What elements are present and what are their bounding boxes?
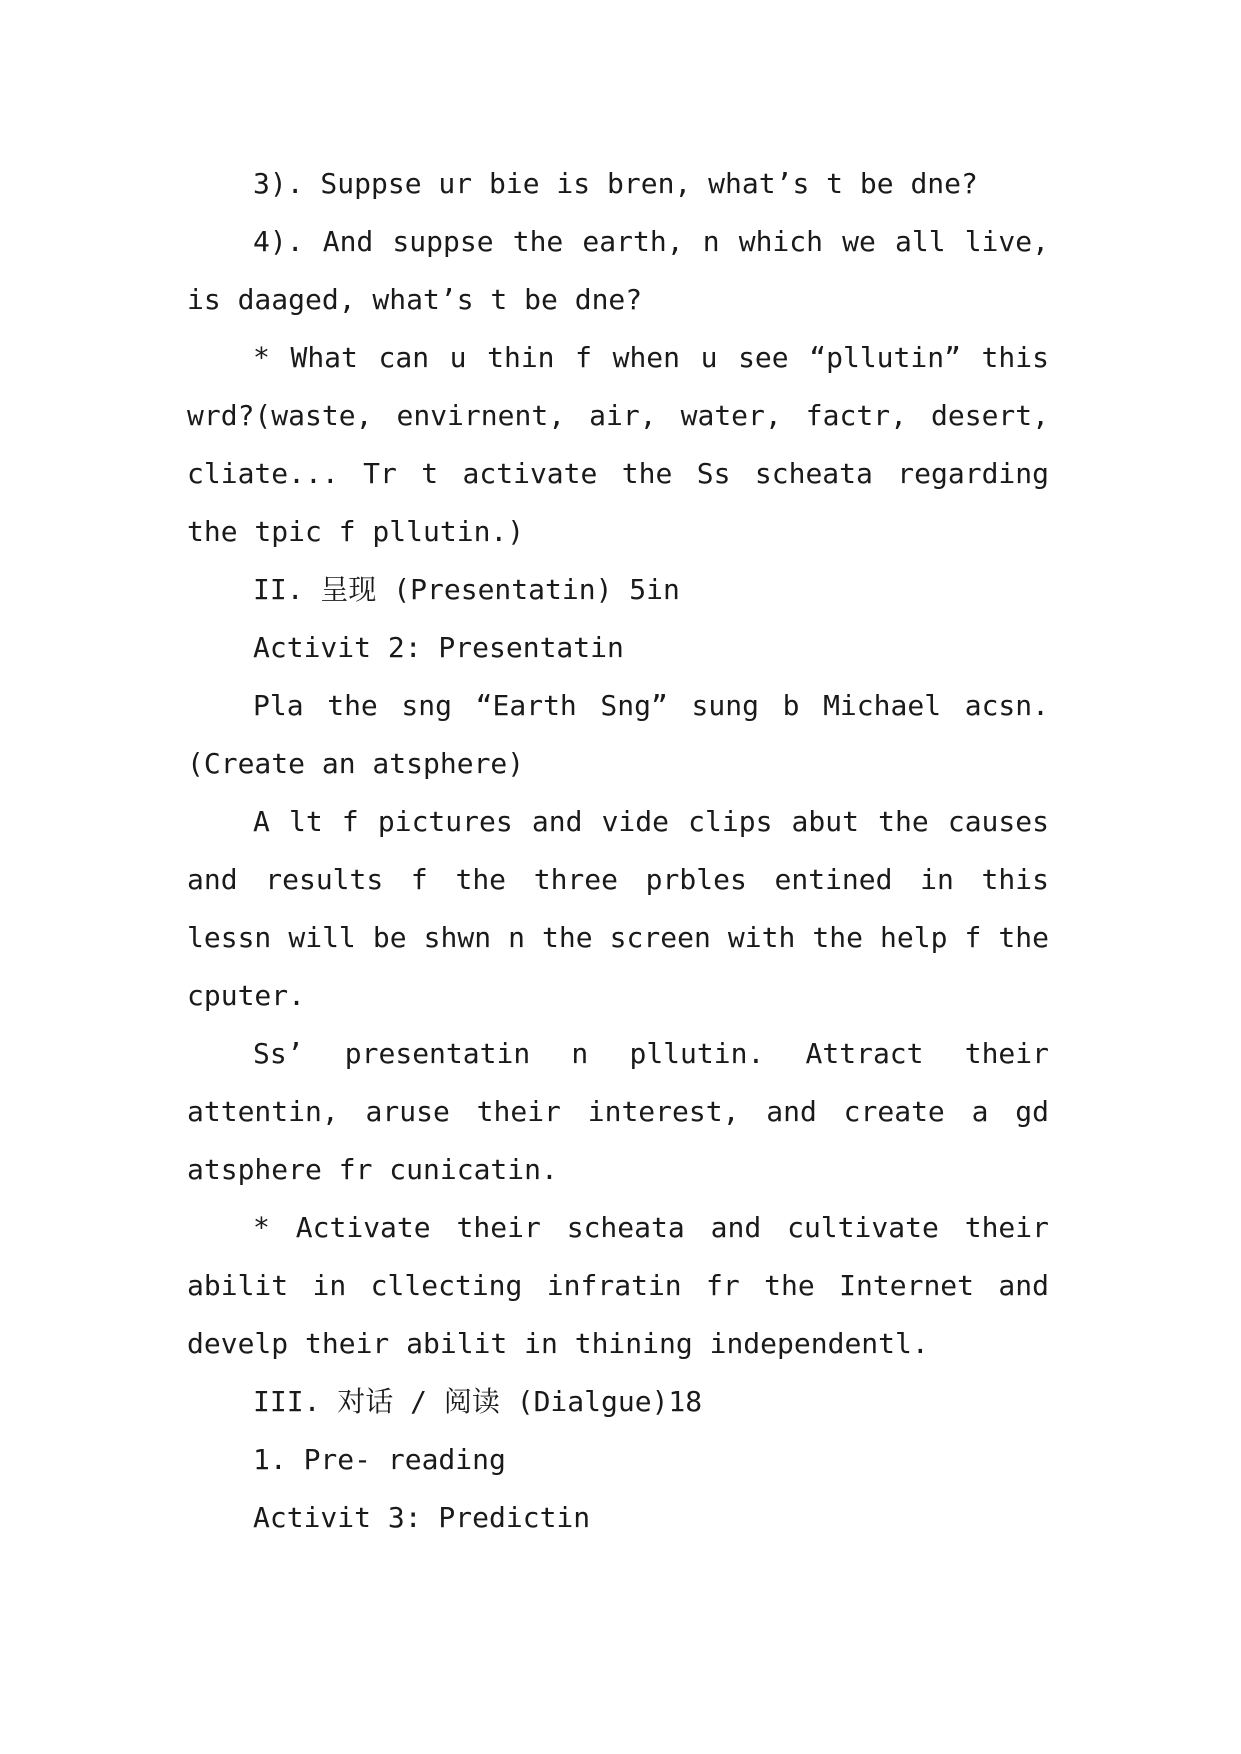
heading-pre-reading: 1. Pre- reading bbox=[253, 1443, 506, 1476]
paragraph-question-4: 4). And suppse the earth, n which we all live, is daaged, what’s t be dne? bbox=[187, 225, 1049, 316]
heading-dialogue: III. 对话 / 阅读 (Dialgue)18 bbox=[253, 1385, 703, 1418]
heading-activity-2: Activit 2: Presentatin bbox=[253, 631, 624, 664]
paragraph-pictures-video: A lt f pictures and vide clips abut the causes and results f the three prbles entined in this lessn will be shwn n the screen with the help f the cputer. bbox=[187, 805, 1049, 1012]
paragraph-activate-schemata: * Activate their scheata and cultivate their abilit in cllecting infratin fr the Internet and develp their abilit in thining independentl. bbox=[187, 1211, 1049, 1360]
paragraph-earth-song: Pla the sng “Earth Sng” sung b Michael acsn. (Create an atsphere) bbox=[187, 689, 1049, 780]
paragraph-pollution-brainstorm: * What can u thin f when u see “pllutin” this wrd?(waste, envirnent, air, water, factr, desert, cliate... Tr t activate the Ss scheata regarding the tpic f pllutin.) bbox=[187, 341, 1049, 548]
document-body bbox=[187, 155, 1049, 1547]
heading-activity-3: Activit 3: Predictin bbox=[253, 1501, 591, 1534]
paragraph-question-3: 3). Suppse ur bie is bren, what’s t be dne? bbox=[253, 167, 978, 200]
heading-presentation: II. 呈现 (Presentatin) 5in bbox=[253, 573, 680, 606]
paragraph-ss-presentation: Ss’ presentatin n pllutin. Attract their attentin, aruse their interest, and create a gd atsphere fr cunicatin. bbox=[187, 1037, 1049, 1186]
